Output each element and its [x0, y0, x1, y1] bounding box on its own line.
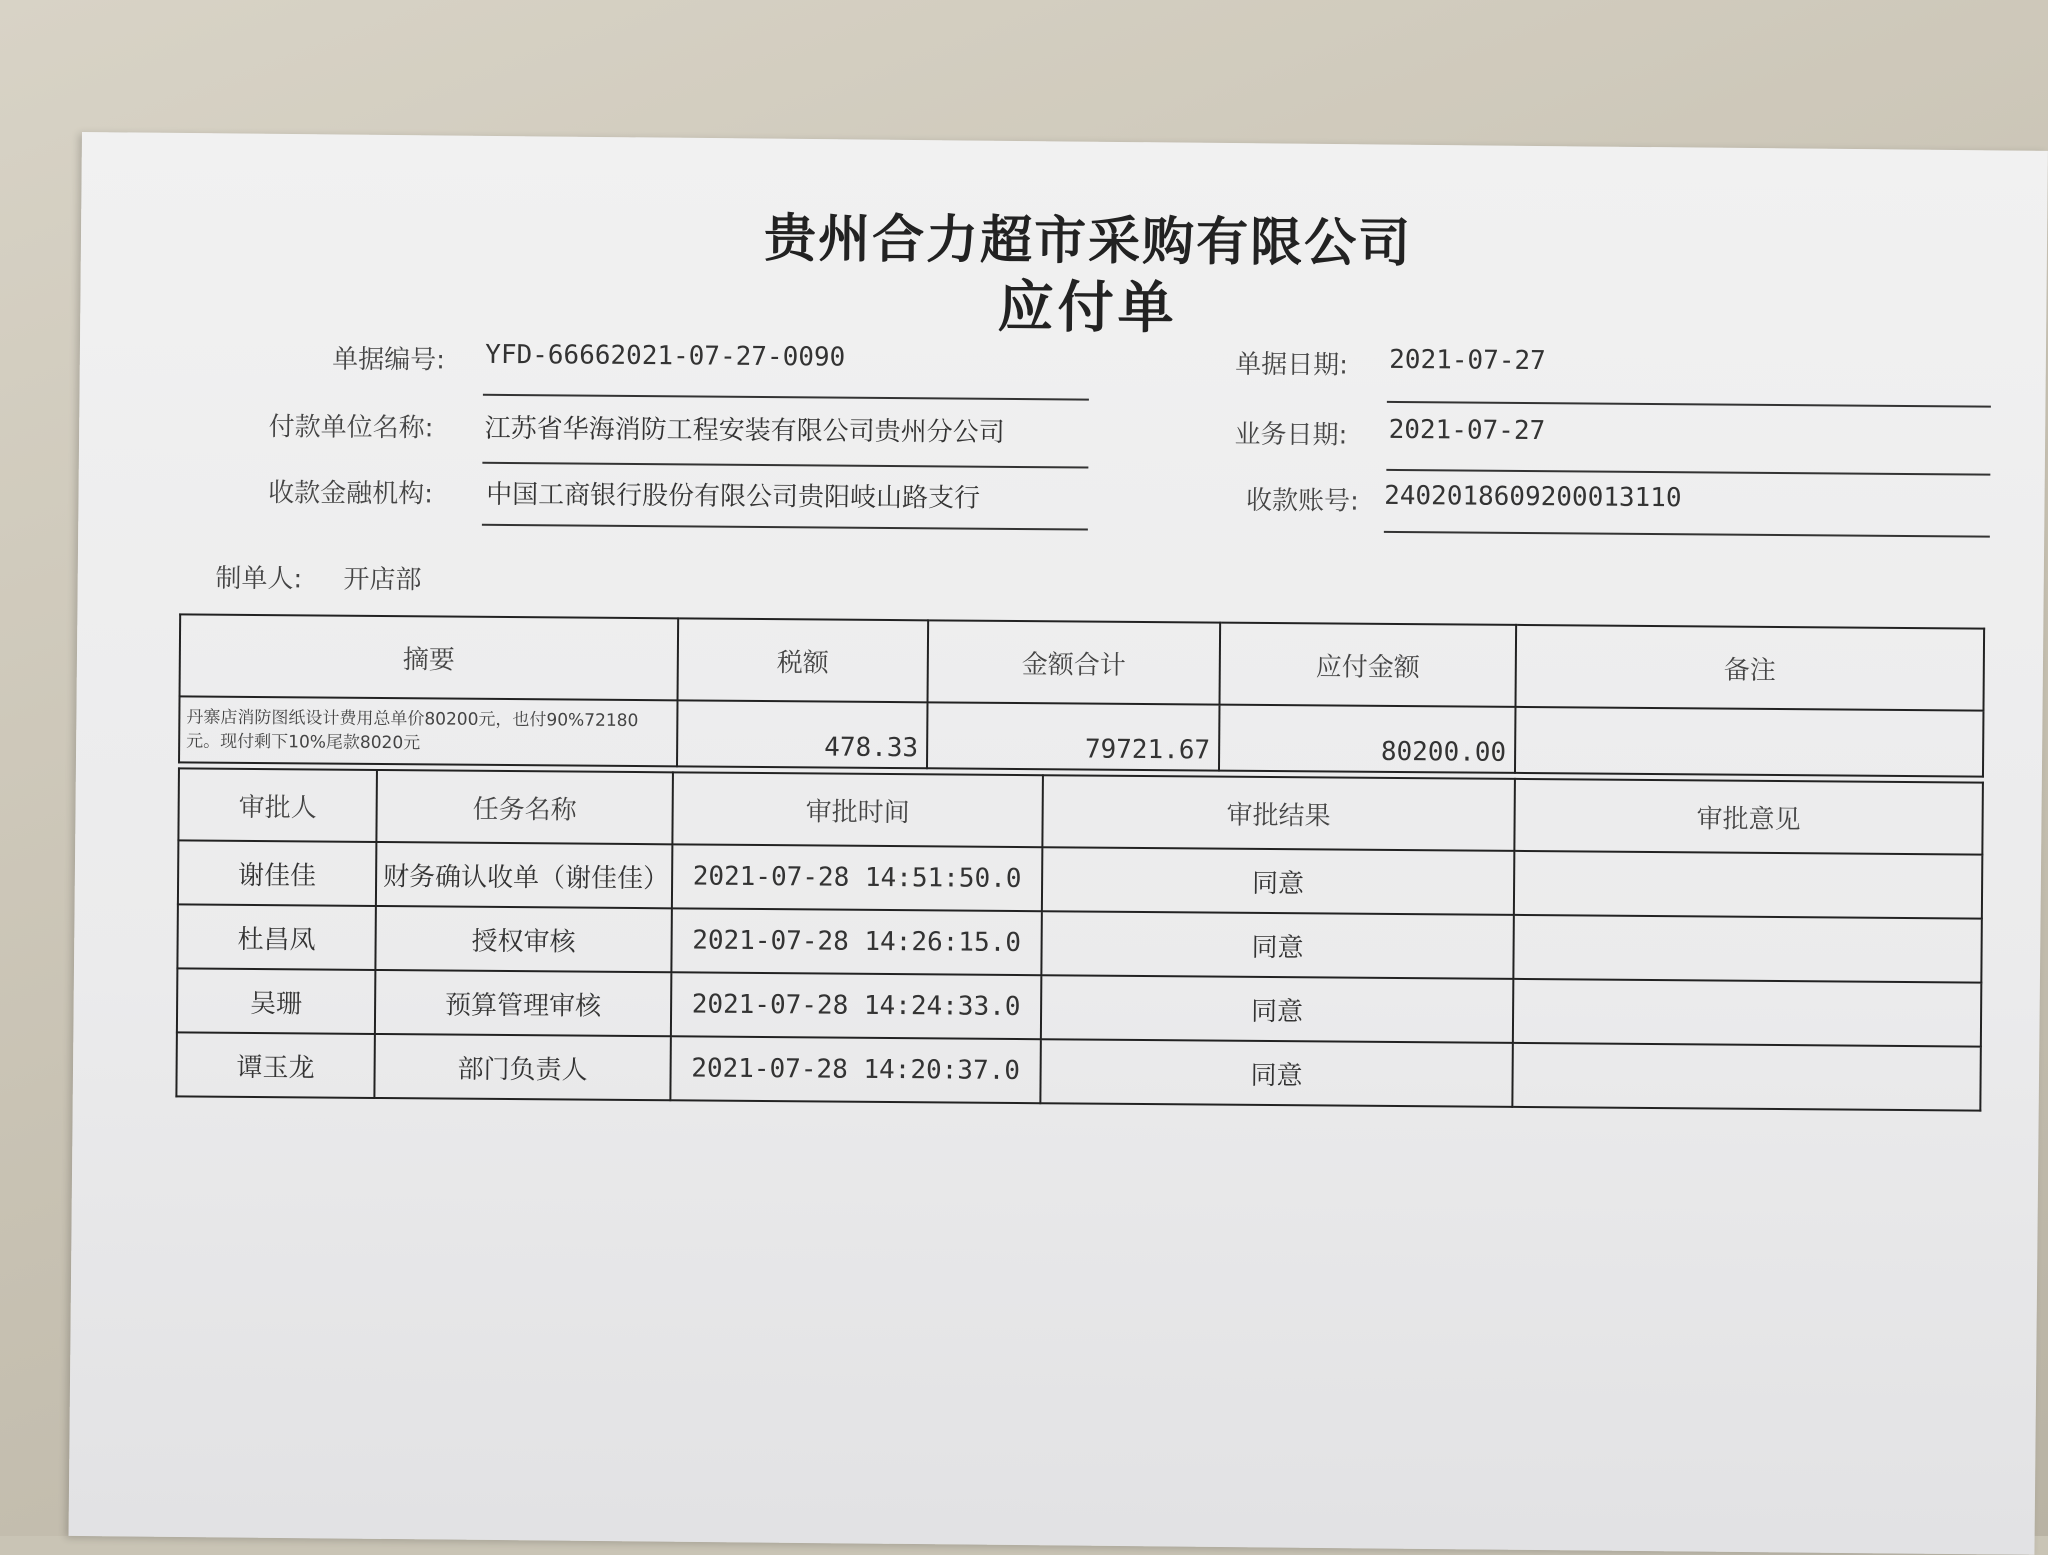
company-name: 贵州合力超市采购有限公司 — [763, 208, 1413, 275]
opinion-cell — [1512, 1043, 1980, 1111]
doc-no-value: YFD-66662021-07-27-0090 — [485, 339, 846, 373]
result-cell: 同意 — [1040, 1039, 1512, 1107]
remark-cell — [1515, 707, 1984, 777]
result-cell: 同意 — [1042, 847, 1514, 915]
col-header-time: 审批时间 — [672, 772, 1043, 847]
document-title: 应付单 — [997, 273, 1178, 342]
task-cell: 授权审核 — [375, 906, 671, 972]
bank-underline — [482, 524, 1088, 531]
payer-value: 江苏省华海消防工程安装有限公司贵州分公司 — [484, 413, 1005, 448]
bank-label: 收款金融机构: — [268, 478, 434, 510]
doc-no-label: 单据编号: — [332, 344, 446, 376]
approver-cell: 吴珊 — [177, 968, 375, 1034]
time-cell: 2021-07-28 14:20:37.0 — [670, 1036, 1040, 1103]
approver-cell: 谭玉龙 — [176, 1032, 374, 1098]
opinion-cell — [1514, 851, 1982, 919]
doc-date-label: 单据日期: — [1235, 349, 1349, 381]
bank-value: 中国工商银行股份有限公司贵阳岐山路支行 — [486, 479, 981, 514]
payer-underline — [482, 462, 1088, 469]
task-cell: 财务确认收单（谢佳佳） — [376, 842, 672, 908]
summary-header-row — [180, 614, 1985, 710]
col-header-tax: 税额 — [678, 618, 929, 702]
col-header-summary: 摘要 — [180, 614, 679, 700]
summary-table — [178, 613, 1985, 777]
time-cell: 2021-07-28 14:24:33.0 — [671, 972, 1041, 1039]
task-cell: 预算管理审核 — [375, 970, 671, 1036]
biz-date-underline — [1386, 469, 1990, 476]
account-value: 2402018609200013110 — [1384, 480, 1682, 514]
maker-label: 制单人: — [215, 563, 303, 595]
col-header-approver: 审批人 — [178, 768, 377, 842]
maker-value: 开店部 — [343, 564, 422, 596]
approver-cell: 谢佳佳 — [178, 840, 376, 906]
tax-cell: 478.33 — [677, 700, 928, 768]
summary-cell: 丹寨店消防图纸设计费用总单价80200元，也付90%72180元。现付剩下10%尾款8020元 — [179, 696, 678, 766]
payable-cell: 80200.00 — [1219, 705, 1516, 773]
col-header-payable: 应付金额 — [1220, 623, 1517, 707]
col-header-total: 金额合计 — [928, 620, 1221, 704]
biz-date-label: 业务日期: — [1234, 419, 1348, 451]
total-cell: 79721.67 — [927, 702, 1220, 770]
account-underline — [1384, 531, 1990, 538]
account-label: 收款账号: — [1245, 485, 1359, 517]
doc-date-value: 2021-07-27 — [1389, 344, 1546, 377]
table-row — [179, 696, 1983, 776]
col-header-result: 审批结果 — [1042, 775, 1515, 851]
biz-date-value: 2021-07-27 — [1388, 414, 1546, 447]
table-row — [176, 1032, 1980, 1110]
task-cell: 部门负责人 — [374, 1034, 670, 1100]
approval-table — [175, 767, 1984, 1111]
col-header-task: 任务名称 — [376, 770, 673, 844]
time-cell: 2021-07-28 14:26:15.0 — [671, 908, 1041, 975]
opinion-cell — [1513, 979, 1981, 1047]
result-cell: 同意 — [1041, 911, 1513, 979]
time-cell: 2021-07-28 14:51:50.0 — [672, 844, 1042, 911]
doc-date-underline — [1387, 401, 1991, 408]
opinion-cell — [1513, 915, 1981, 983]
approver-cell: 杜昌凤 — [177, 904, 375, 970]
payer-label: 付款单位名称: — [268, 412, 434, 444]
result-cell: 同意 — [1041, 975, 1513, 1043]
col-header-remark: 备注 — [1515, 625, 1984, 711]
doc-no-underline — [483, 394, 1089, 401]
col-header-opinion: 审批意见 — [1514, 779, 1983, 855]
